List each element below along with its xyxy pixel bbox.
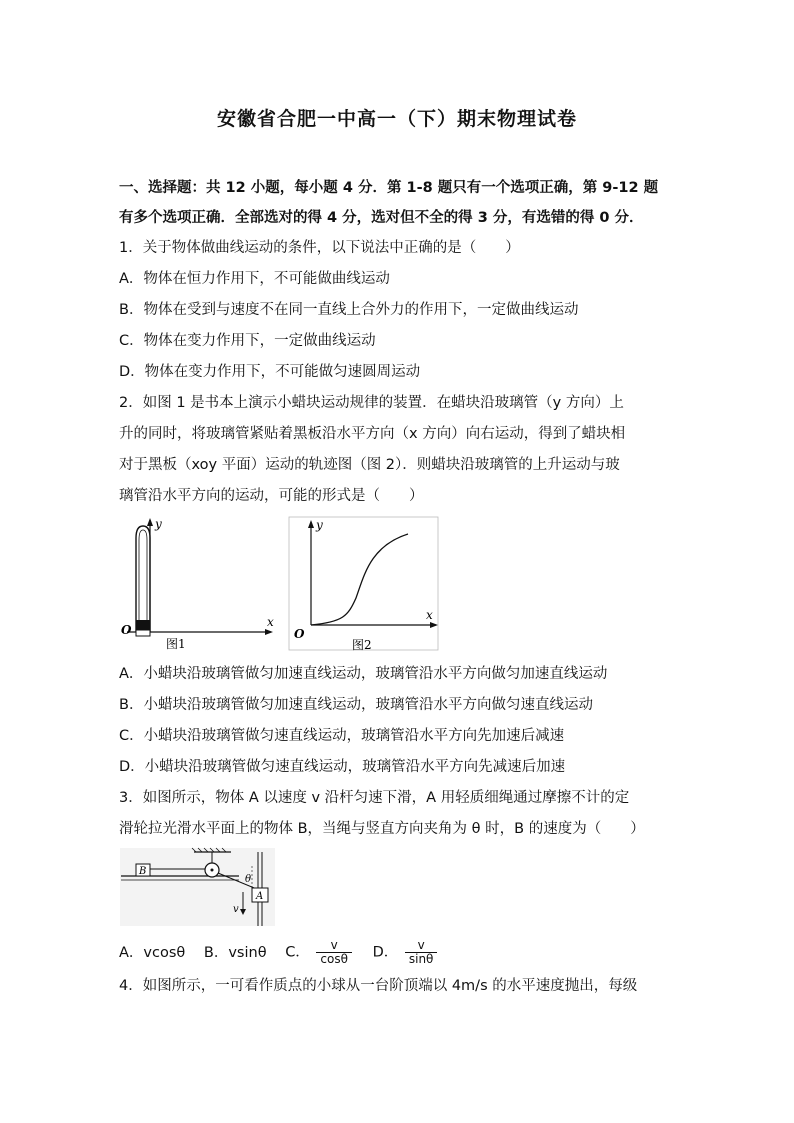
fig1-y-label: y [155, 517, 162, 531]
fig1-tube-inner-wall [139, 530, 147, 632]
q3-option-d-denominator: sinθ [405, 952, 438, 966]
fig1-wax-block [136, 620, 150, 630]
q2-stem-line-2: 升的同时，将玻璃管紧贴着黑板沿水平方向（x 方向）向右运动，得到了蜡块相 [119, 426, 626, 442]
q2-option-d: D．小蜡块沿玻璃管做匀速直线运动，玻璃管沿水平方向先减速后加速 [119, 759, 566, 775]
q1-stem: 1．关于物体做曲线运动的条件，以下说法中正确的是（ ） [119, 240, 520, 256]
fig3-block-b-label: B [139, 866, 147, 877]
q3-option-c-fraction [316, 939, 352, 966]
q3-option-d-fraction [405, 939, 438, 966]
fig1-x-arrow [265, 629, 273, 635]
q1-option-d: D．物体在变力作用下，不可能做匀速圆周运动 [119, 364, 421, 380]
q3-option-a: A．vcosθ [119, 944, 186, 961]
q3-option-b: B．vsinθ [203, 944, 267, 961]
q2-option-c: C．小蜡块沿玻璃管做匀速直线运动，玻璃管沿水平方向先加速后减速 [119, 728, 565, 744]
q3-stem-line-1: 3．如图所示，物体 A 以速度 v 沿杆匀速下滑，A 用轻质细绳通过摩擦不计的定 [119, 790, 630, 806]
fig2-y-arrow [308, 520, 314, 528]
page-title: 安徽省合肥一中高一（下）期末物理试卷 [216, 108, 577, 130]
q3-option-d-numerator: v [417, 938, 425, 952]
fig1-glass-tube [136, 526, 150, 632]
q3-option-c-label: C． [285, 944, 310, 961]
q2-stem-line-4: 璃管沿水平方向的运动，可能的形式是（ ） [119, 488, 424, 504]
q3-option-c-denominator: cosθ [316, 952, 352, 966]
fig1-caption: 图1 [166, 637, 186, 651]
q3-stem-line-2: 滑轮拉光滑水平面上的物体 B，当绳与竖直方向夹角为 θ 时，B 的速度为（ ） [119, 821, 645, 837]
q1-option-a: A．物体在恒力作用下，不可能做曲线运动 [119, 271, 390, 287]
q2-stem-line-3: 对于黑板（xoy 平面）运动的轨迹图（图 2）．则蜡块沿玻璃管的上升运动与玻 [119, 457, 620, 473]
q4-stem: 4．如图所示，一可看作质点的小球从一台阶顶端以 4m/s 的水平速度抛出，每级 [119, 978, 638, 994]
q3-options [119, 939, 679, 966]
q3-option-d [373, 939, 440, 966]
fig2-x-arrow [430, 622, 438, 628]
figure-3-pulley [119, 846, 279, 928]
fig2-y-label: y [316, 518, 323, 532]
fig2-x-label: x [426, 608, 433, 622]
fig3-theta-label: θ [245, 874, 252, 885]
section-heading-line-2: 有多个选项正确．全部选对的得 4 分，选对但不全的得 3 分，有选错的得 0 分． [119, 210, 644, 226]
figure-1-wax-tube [119, 516, 279, 652]
q2-option-a: A．小蜡块沿玻璃管做匀加速直线运动，玻璃管沿水平方向做匀加速直线运动 [119, 666, 608, 682]
q3-option-c [285, 939, 354, 966]
section-heading-line-1: 一、选择题：共 12 小题，每小题 4 分．第 1-8 题只有一个选项正确，第 9-12 题 [119, 180, 659, 196]
fig1-y-arrow [147, 518, 153, 526]
q1-option-c: C．物体在变力作用下，一定做曲线运动 [119, 333, 376, 349]
fig3-velocity-label: v [233, 904, 239, 915]
fig3-block-a-label: A [256, 891, 264, 902]
q3-option-c-numerator: v [330, 938, 338, 952]
fig3-pulley-axle [211, 869, 214, 872]
fig1-origin-label: O [121, 623, 132, 637]
fig1-tube-stopper [136, 630, 150, 636]
fig2-trajectory-curve [311, 534, 408, 625]
q3-option-d-label: D． [372, 944, 399, 961]
q1-option-b: B．物体在受到与速度不在同一直线上合外力的作用下，一定做曲线运动 [119, 302, 579, 318]
fig2-caption: 图2 [352, 638, 372, 652]
fig1-x-label: x [267, 615, 274, 629]
fig2-origin-label: O [294, 627, 305, 641]
figure-2-trajectory [288, 516, 440, 652]
q2-option-b: B．小蜡块沿玻璃管做匀加速直线运动，玻璃管沿水平方向做匀速直线运动 [119, 697, 593, 713]
q2-stem-line-1: 2．如图 1 是书本上演示小蜡块运动规律的装置．在蜡块沿玻璃管（y 方向）上 [119, 395, 624, 411]
